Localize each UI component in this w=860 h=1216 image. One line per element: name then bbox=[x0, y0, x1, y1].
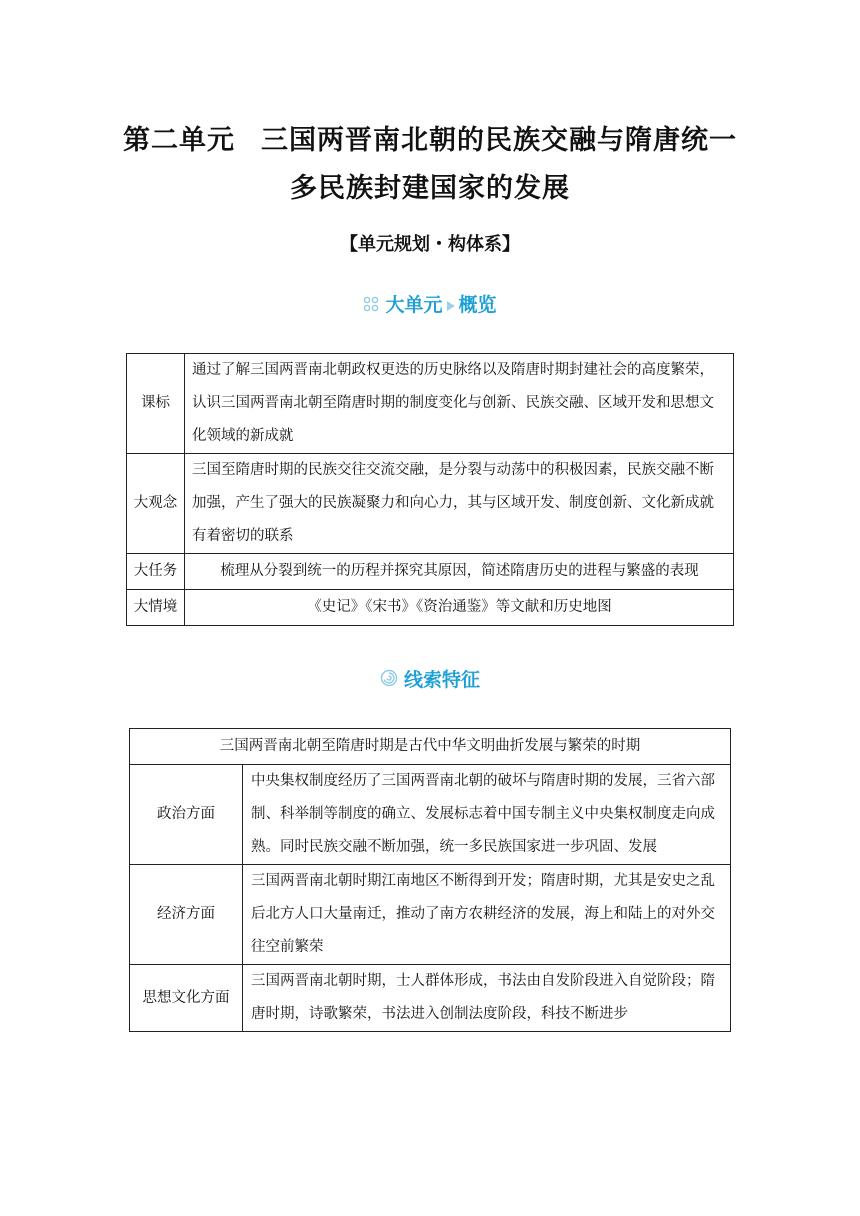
section-clues-label: 线索特征 bbox=[403, 669, 480, 691]
row-text: 中央集权制度经历了三国两晋南北朝的破坏与隋唐时期的发展，三省六部制、科举制等制度的确立、发展标志着中国专制主义中央集权制度走向成熟。同时民族交融不断加强，统一多民族国家进一步巩固、发展 bbox=[243, 765, 731, 865]
row-text: 《史记》《宋书》《资治通鉴》等文献和历史地图 bbox=[185, 590, 734, 626]
row-label: 大观念 bbox=[127, 454, 185, 554]
grid-icon bbox=[363, 295, 379, 317]
table-header-row bbox=[130, 729, 731, 765]
row-text: 三国两晋南北朝时期江南地区不断得到开发；隋唐时期，尤其是安史之乱后北方人口大量南迁，推动了南方农耕经济的发展，海上和陆上的对外交往空前繁荣 bbox=[243, 865, 731, 965]
table-row bbox=[127, 354, 734, 454]
row-label: 大任务 bbox=[127, 554, 185, 590]
table-header: 三国两晋南北朝至隋唐时期是古代中华文明曲折发展与繁荣的时期 bbox=[130, 729, 731, 765]
unit-title-line1 bbox=[0, 118, 860, 157]
row-label: 政治方面 bbox=[130, 765, 243, 865]
section-overview-label-b: 概览 bbox=[458, 294, 497, 316]
table-row bbox=[127, 554, 734, 590]
row-text: 三国至隋唐时期的民族交往交流交融，是分裂与动荡中的积极因素，民族交融不断加强，产生了强大的民族凝聚力和向心力，其与区域开发、制度创新、文化新成就有着密切的联系 bbox=[185, 454, 734, 554]
row-label: 经济方面 bbox=[130, 865, 243, 965]
section-overview-heading bbox=[0, 290, 860, 317]
table-row bbox=[127, 590, 734, 626]
table-row bbox=[130, 865, 731, 965]
table-row bbox=[127, 454, 734, 554]
unit-title-line2: 多民族封建国家的发展 bbox=[290, 173, 570, 204]
row-text: 梳理从分裂到统一的历程并探究其原因，简述隋唐历史的进程与繁盛的表现 bbox=[185, 554, 734, 590]
unit-subtitle: 【单元规划・构体系】 bbox=[340, 234, 520, 255]
row-text: 通过了解三国两晋南北朝政权更迭的历史脉络以及隋唐时期封建社会的高度繁荣，认识三国两晋南北朝至隋唐时期的制度变化与创新、民族交融、区域开发和思想文化领域的新成就 bbox=[185, 354, 734, 454]
row-label: 大情境 bbox=[127, 590, 185, 626]
row-text: 三国两晋南北朝时期，士人群体形成，书法由自发阶段进入自觉阶段；隋唐时期，诗歌繁荣，书法进入创制法度阶段，科技不断进步 bbox=[243, 965, 731, 1032]
play-arrow-icon bbox=[446, 295, 456, 317]
table-row bbox=[130, 965, 731, 1032]
table-row bbox=[130, 765, 731, 865]
row-label: 思想文化方面 bbox=[130, 965, 243, 1032]
overview-table bbox=[126, 353, 734, 626]
spiral-icon bbox=[380, 669, 398, 692]
section-overview-label-a: 大单元 bbox=[385, 294, 443, 316]
clues-table bbox=[129, 728, 731, 1032]
unit-topic: 三国两晋南北朝的民族交融与隋唐统一 bbox=[261, 125, 737, 156]
unit-number: 第二单元 bbox=[123, 125, 235, 156]
section-clues-heading bbox=[0, 665, 860, 692]
row-label: 课标 bbox=[127, 354, 185, 454]
